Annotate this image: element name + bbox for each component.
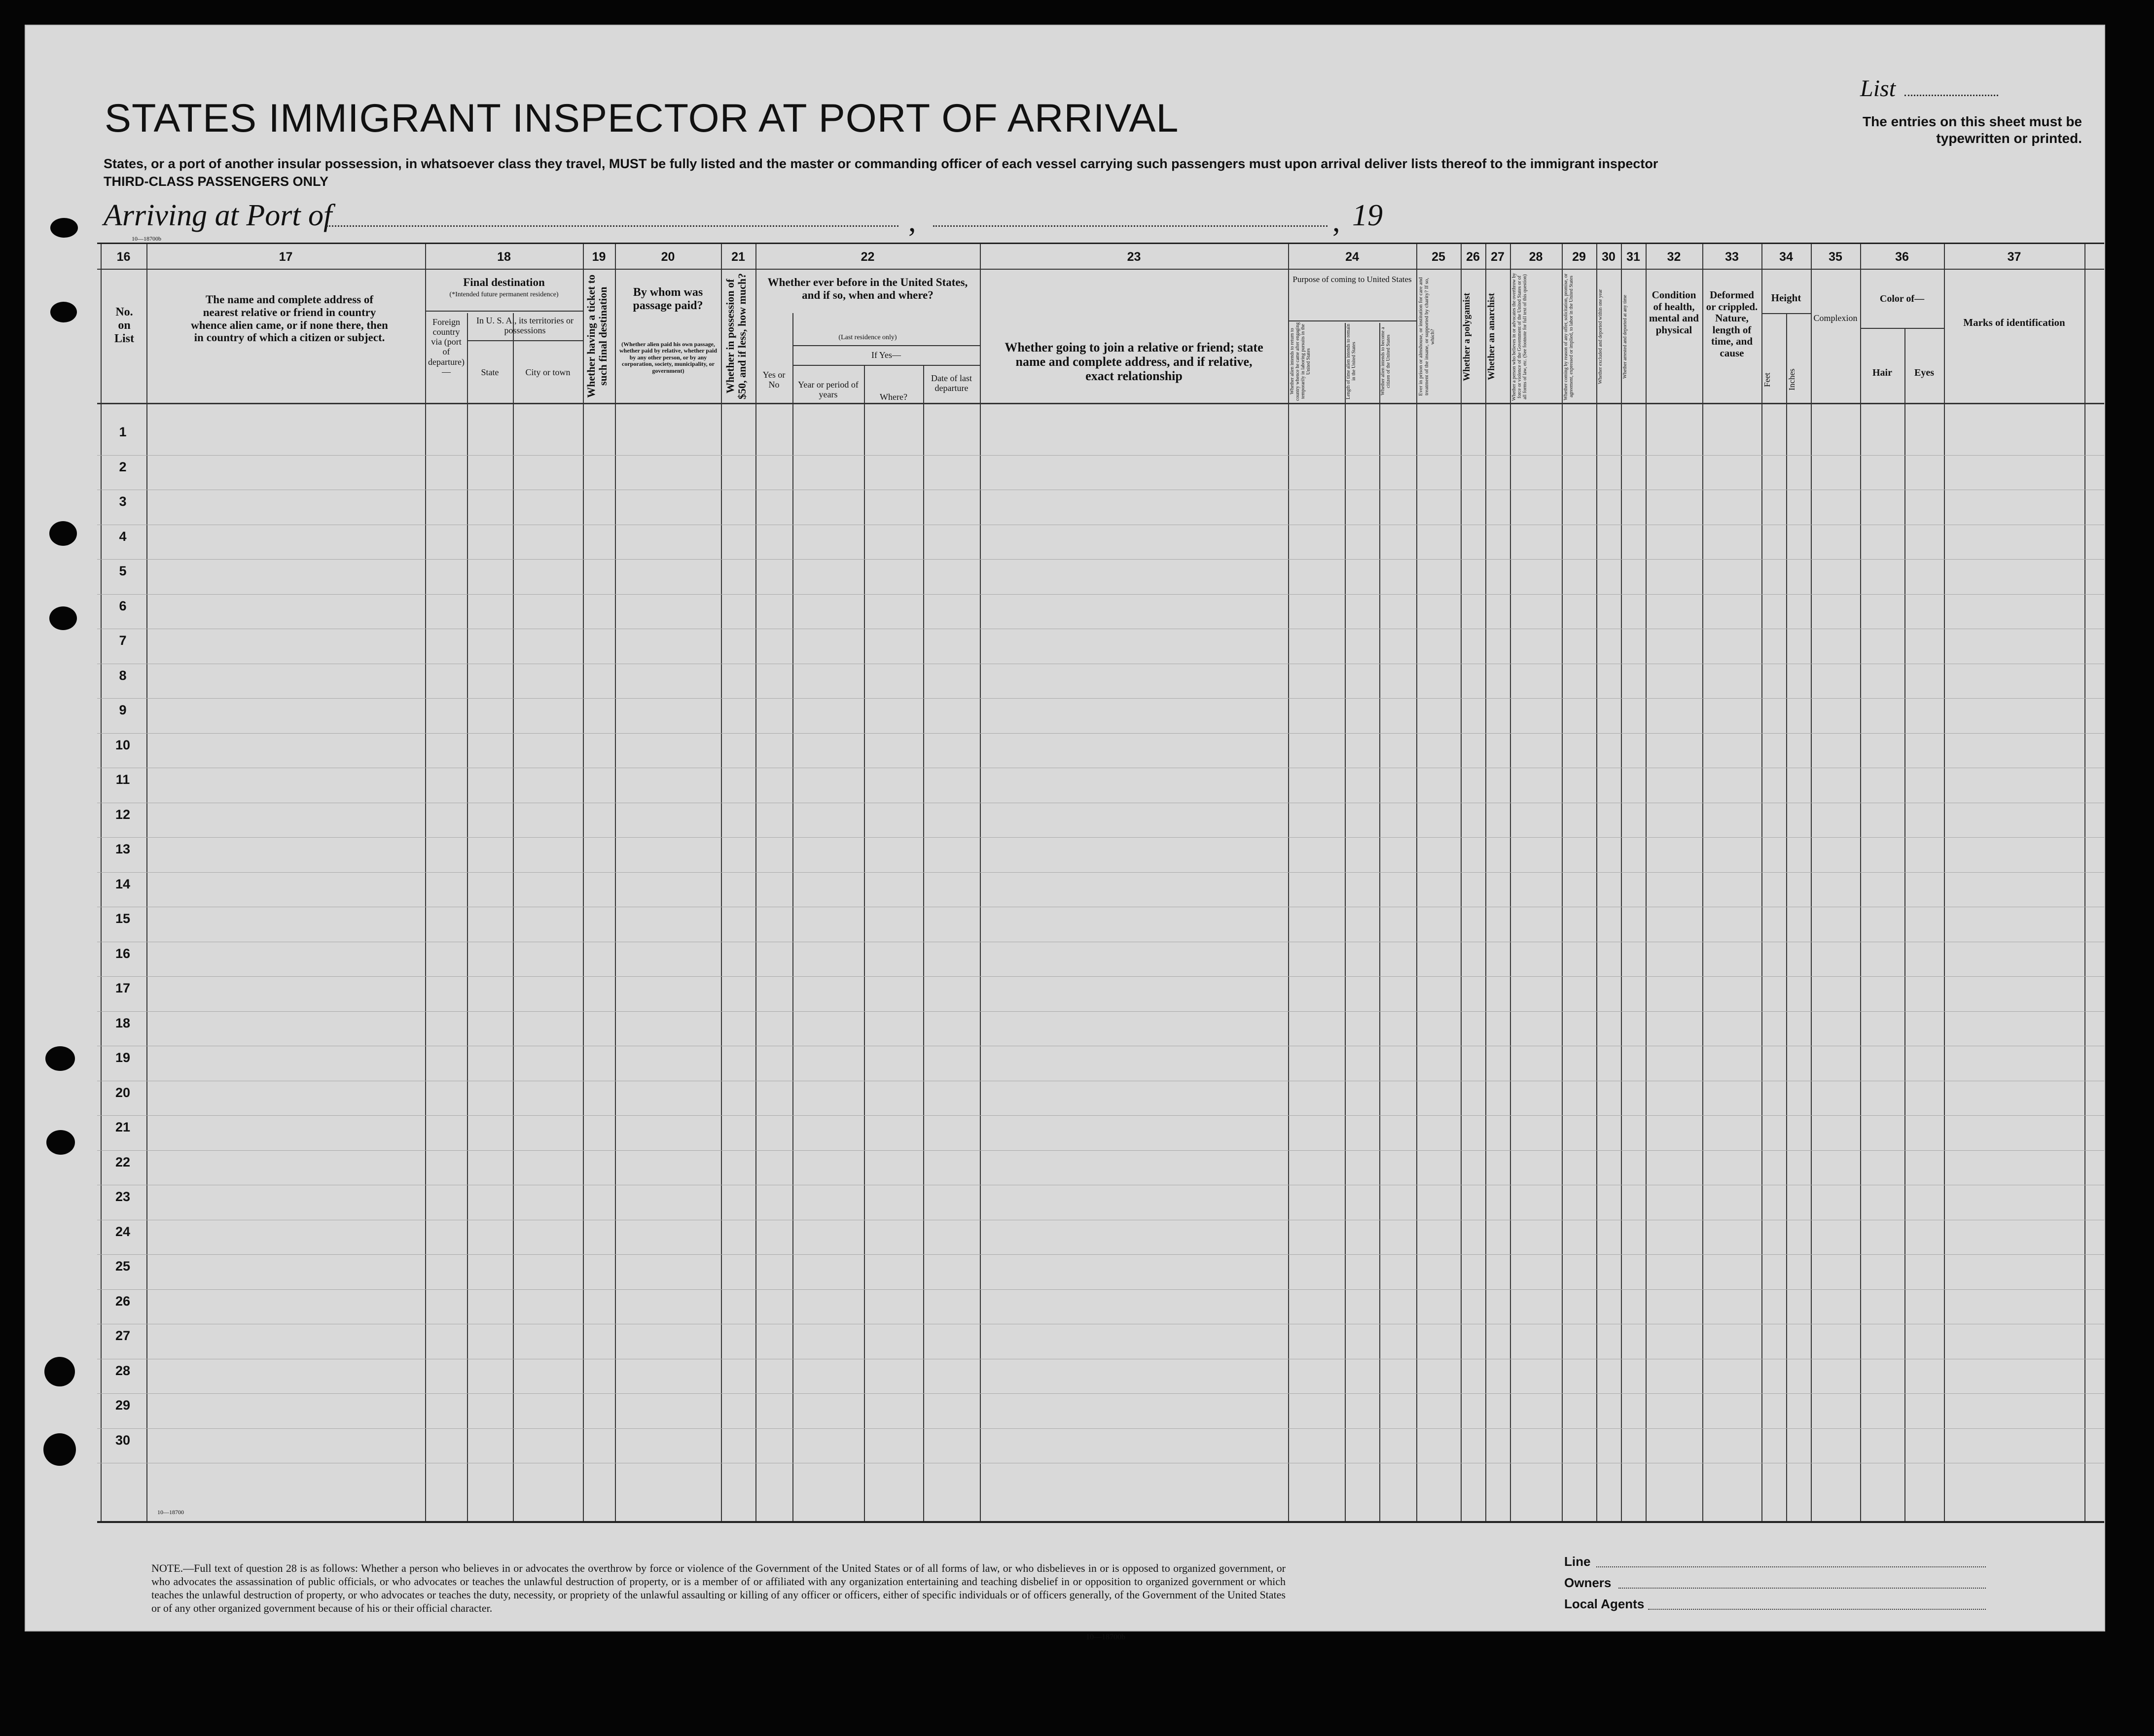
header-passage-paid: By whom was passage paid? bbox=[633, 286, 703, 312]
subheader-divider bbox=[467, 340, 583, 341]
class-line: THIRD-CLASS PASSENGERS ONLY bbox=[104, 174, 329, 189]
column-number-20: 20 bbox=[661, 250, 675, 264]
subheader-divider bbox=[792, 365, 980, 366]
column-divider bbox=[792, 313, 793, 1521]
row-number: 26 bbox=[115, 1293, 131, 1309]
column-divider bbox=[1345, 323, 1346, 1521]
line-label: Line bbox=[1564, 1554, 1591, 1569]
column-number-22: 22 bbox=[861, 250, 875, 264]
header-inches: Inches bbox=[1787, 368, 1796, 391]
header-ever-before-us: Whether ever before in the United States, and if so, when and where? bbox=[767, 276, 968, 301]
table-row[interactable] bbox=[97, 733, 2104, 734]
column-number-35: 35 bbox=[1829, 250, 1842, 264]
column-number-27: 27 bbox=[1491, 250, 1505, 264]
header-foreign-country: Foreign country via (port of departure)— bbox=[428, 317, 465, 377]
header-passage-paid-sub: (Whether alien paid his own passage, whether paid by relative, whether paid by any other person, or by any corporation, society, municipality, or government) bbox=[619, 341, 717, 374]
header-year-period: Year or period of years bbox=[798, 380, 859, 400]
row-number: 23 bbox=[115, 1189, 131, 1204]
column-divider bbox=[1904, 328, 1905, 1521]
row-number: 16 bbox=[115, 946, 131, 961]
row-number: 13 bbox=[115, 842, 131, 856]
owners-field[interactable] bbox=[1618, 1588, 1986, 1589]
comma-separator: , bbox=[908, 205, 916, 238]
subheader-divider bbox=[1860, 328, 1944, 329]
header-deformed: Deformed or crippled. Nature, length of time, and cause bbox=[1706, 289, 1758, 359]
punch-hole bbox=[49, 521, 77, 546]
punch-hole bbox=[45, 1046, 75, 1071]
column-divider bbox=[146, 244, 147, 1521]
column-divider bbox=[2084, 244, 2085, 1521]
column-divider bbox=[1621, 244, 1622, 1521]
table-row[interactable] bbox=[97, 594, 2104, 595]
column-number-30: 30 bbox=[1602, 250, 1616, 264]
list-number-field[interactable] bbox=[1904, 95, 1998, 96]
column-divider bbox=[1416, 244, 1417, 1521]
column-divider bbox=[1646, 244, 1647, 1521]
table-row[interactable] bbox=[97, 1393, 2104, 1394]
column-number-21: 21 bbox=[731, 250, 745, 264]
column-number-16: 16 bbox=[116, 250, 131, 264]
column-divider bbox=[1596, 244, 1597, 1521]
header-excluded: Whether excluded and deported within one year bbox=[1598, 289, 1603, 385]
header-last-residence: (Last residence only) bbox=[838, 334, 897, 341]
row-number: 17 bbox=[115, 981, 131, 995]
local-agents-field[interactable] bbox=[1648, 1609, 1986, 1610]
subheader-divider bbox=[1761, 313, 1811, 314]
subheader-divider bbox=[425, 311, 583, 312]
line-field[interactable] bbox=[1596, 1566, 1986, 1567]
header-no-on-list: No. on List bbox=[114, 306, 134, 345]
header-complexion: Complexion bbox=[1813, 313, 1858, 323]
table-row[interactable] bbox=[97, 1150, 2104, 1151]
table-row[interactable] bbox=[97, 1428, 2104, 1429]
row-number: 1 bbox=[119, 425, 127, 439]
row-number: 20 bbox=[115, 1085, 131, 1100]
row-number: 24 bbox=[115, 1224, 131, 1239]
column-divider bbox=[467, 313, 468, 1521]
column-divider bbox=[923, 365, 924, 1521]
punch-hole bbox=[44, 1357, 75, 1386]
column-number-24: 24 bbox=[1345, 250, 1359, 264]
header-purpose-length: Length of time alien intends to remain in the United States bbox=[1346, 323, 1357, 399]
header-purpose-return: Whether alien intends to return to country whence he came after engaging temporarily in laboring pursuits in the United States bbox=[1290, 322, 1311, 401]
header-prison: Ever in prison or almshouse, or institution for care and treatment of the insane, or supported by charity? If so, which? bbox=[1418, 277, 1436, 396]
column-number-33: 33 bbox=[1725, 250, 1739, 264]
column-number-25: 25 bbox=[1432, 250, 1445, 264]
table-row[interactable] bbox=[97, 455, 2104, 456]
header-going-to-join: Whether going to join a relative or friend; state name and complete address, and if relative, exact relationship bbox=[1005, 340, 1263, 384]
owners-label: Owners bbox=[1564, 1575, 1612, 1590]
row-number: 12 bbox=[115, 807, 131, 822]
header-purpose-citizen: Whether alien intends to become a citizen of the United States bbox=[1380, 327, 1391, 396]
column-number-17: 17 bbox=[279, 250, 293, 264]
column-number-32: 32 bbox=[1667, 250, 1681, 264]
subtitle-text: States, or a port of another insular possession, in whatsoever class they travel, MUST be fully listed and the master or commanding officer of each vessel carrying such passengers must upon arrival deliver lists thereof to the immigrant inspector bbox=[104, 156, 1658, 171]
column-divider bbox=[1461, 244, 1462, 1521]
header-feet: Feet bbox=[1762, 372, 1772, 387]
header-health: Condition of health, mental and physical bbox=[1649, 289, 1699, 336]
punch-hole bbox=[50, 302, 77, 322]
header-overthrow: Whether a person who believes in or advocates the overthrow by force or violence of the Government of the United States or of all forms of law, etc. (See footnote for full text of this question) bbox=[1511, 273, 1528, 401]
page-title: STATES IMMIGRANT INSPECTOR AT PORT OF ARRIVAL bbox=[105, 96, 1179, 141]
table-row[interactable] bbox=[97, 698, 2104, 699]
column-divider bbox=[1860, 244, 1861, 1521]
header-ticket: Whether having a ticket to such final destination bbox=[585, 274, 610, 398]
row-number: 10 bbox=[115, 737, 131, 752]
row-number: 18 bbox=[115, 1015, 131, 1030]
column-divider bbox=[755, 244, 756, 1521]
table-row[interactable] bbox=[97, 559, 2104, 560]
column-divider bbox=[1485, 244, 1486, 1521]
table-row[interactable] bbox=[97, 872, 2104, 873]
question-28-note: NOTE.—Full text of question 28 is as follows: Whether a person who believes in or advocates the overthrow by force or violence of the Government of the United States or of all forms of law, or who disbelieves in or is opposed to organized government, or who advocates the assassination of public officials, or who advocates or teaches the unlawful destruction of property, or is a member of or affiliated with any organization entertaining and teaching disbelief in or opposition to organized government or which teaches the unlawful destruction of property, or who advocates or teaches the duty, necessity, or propriety of the unlawful assaulting or killing of any officer or officers, either of specific individuals or of officers generally, of the Government of the United States or of any other organized government because of his or their official character. bbox=[151, 1562, 1286, 1614]
column-divider bbox=[1944, 244, 1945, 1521]
punch-hole bbox=[46, 1130, 75, 1155]
header-labor-offer: Whether coming by reason of any offer, solicitation, promise, or agreement, expressed or implied, to labor in the United States bbox=[1563, 273, 1574, 400]
header-nearest-relative: The name and complete address of nearest relative or friend in country whence alien came, or if none there, then in country of which a citizen or subject. bbox=[191, 293, 388, 344]
row-number: 21 bbox=[115, 1120, 131, 1134]
table-row[interactable] bbox=[97, 837, 2104, 838]
subheader-divider bbox=[1288, 320, 1416, 321]
column-number-19: 19 bbox=[592, 250, 606, 264]
column-number-28: 28 bbox=[1529, 250, 1543, 264]
column-number-36: 36 bbox=[1895, 250, 1909, 264]
date-field[interactable] bbox=[933, 225, 1328, 227]
header-where: Where? bbox=[880, 392, 907, 402]
header-date-departure: Date of last departure bbox=[931, 373, 972, 393]
header-color-of: Color of— bbox=[1879, 293, 1925, 304]
footer-form-code: 10—18700b bbox=[1086, 1633, 1125, 1641]
header-eyes: Eyes bbox=[1914, 367, 1934, 378]
row-number: 29 bbox=[115, 1398, 131, 1413]
entries-note: The entries on this sheet must be typewritten or printed. bbox=[1863, 114, 2082, 146]
row-number: 14 bbox=[115, 876, 131, 891]
row-number: 28 bbox=[115, 1363, 131, 1378]
subtitle bbox=[104, 155, 1760, 190]
row-number: 2 bbox=[119, 459, 127, 474]
column-divider bbox=[425, 244, 426, 1521]
table-row[interactable] bbox=[97, 1289, 2104, 1290]
row-number: 19 bbox=[115, 1050, 131, 1065]
comma-separator: , bbox=[1332, 205, 1340, 238]
header-if-yes: If Yes— bbox=[871, 350, 901, 360]
column-divider bbox=[1379, 323, 1380, 1521]
manifest-table bbox=[97, 243, 2104, 1523]
column-divider bbox=[1510, 244, 1511, 1521]
header-bottom-divider bbox=[97, 403, 2104, 404]
column-divider bbox=[583, 244, 584, 1521]
column-number-18: 18 bbox=[497, 250, 511, 264]
column-divider bbox=[513, 313, 514, 1521]
row-number: 9 bbox=[119, 703, 127, 717]
punch-hole bbox=[49, 606, 77, 630]
column-divider bbox=[615, 244, 616, 1521]
subheader-divider bbox=[792, 345, 980, 346]
punch-hole bbox=[50, 218, 78, 238]
header-state: State bbox=[481, 367, 499, 377]
header-in-usa: In U. S. A., its territories or possessions bbox=[476, 316, 574, 336]
header-hair: Hair bbox=[1872, 367, 1892, 378]
arriving-label: Arriving at Port of bbox=[104, 199, 332, 232]
header-anarchist: Whether an anarchist bbox=[1486, 293, 1497, 381]
column-number-26: 26 bbox=[1466, 250, 1480, 264]
column-divider bbox=[1288, 244, 1289, 1521]
row-number: 22 bbox=[115, 1154, 131, 1169]
header-marks: Marks of identification bbox=[1963, 317, 2065, 328]
manifest-sheet bbox=[25, 25, 2105, 1641]
header-divider bbox=[97, 269, 2104, 270]
table-row[interactable] bbox=[97, 976, 2104, 977]
port-field[interactable] bbox=[326, 225, 898, 227]
header-final-destination-sub: (*Intended future permanent residence) bbox=[449, 291, 559, 298]
header-purpose: Purpose of coming to United States bbox=[1292, 275, 1412, 284]
row-number: 27 bbox=[115, 1328, 131, 1343]
column-divider bbox=[1761, 244, 1762, 1521]
header-height: Height bbox=[1771, 292, 1801, 304]
column-number-23: 23 bbox=[1127, 250, 1141, 264]
column-divider bbox=[1562, 244, 1563, 1521]
column-divider bbox=[1811, 244, 1812, 1521]
row-number: 4 bbox=[119, 529, 127, 544]
column-number-31: 31 bbox=[1626, 250, 1640, 264]
header-polygamist: Whether a polygamist bbox=[1462, 292, 1472, 381]
row-number: 6 bbox=[119, 598, 127, 613]
local-agents-label: Local Agents bbox=[1564, 1596, 1645, 1611]
column-divider bbox=[1786, 313, 1787, 1521]
column-number-34: 34 bbox=[1779, 250, 1793, 264]
row-number: 8 bbox=[119, 668, 127, 683]
form-code-bottom: 10—18700 bbox=[157, 1509, 184, 1516]
header-final-destination: Final destination bbox=[463, 276, 545, 288]
header-arrested: Whether arrested and deported at any time bbox=[1622, 295, 1628, 379]
column-divider bbox=[721, 244, 722, 1521]
table-row[interactable] bbox=[97, 1011, 2104, 1012]
table-row[interactable] bbox=[97, 1254, 2104, 1255]
row-number: 11 bbox=[115, 772, 130, 787]
form-code-top: 10—18700b bbox=[132, 235, 161, 242]
header-yes-no: Yes or No bbox=[762, 370, 786, 390]
column-divider bbox=[864, 365, 865, 1521]
punch-hole bbox=[43, 1433, 76, 1466]
column-number-37: 37 bbox=[2007, 250, 2021, 264]
column-number-29: 29 bbox=[1572, 250, 1586, 264]
column-divider bbox=[980, 244, 981, 1521]
list-label: List bbox=[1860, 75, 1896, 102]
column-divider bbox=[1702, 244, 1703, 1521]
row-number: 25 bbox=[115, 1259, 131, 1274]
row-number: 7 bbox=[119, 633, 127, 648]
row-number: 30 bbox=[115, 1432, 131, 1448]
table-row[interactable] bbox=[97, 1115, 2104, 1116]
row-number: 5 bbox=[119, 564, 127, 578]
row-number: 3 bbox=[119, 494, 127, 509]
year-prefix: 19 bbox=[1352, 199, 1383, 232]
header-city: City or town bbox=[525, 367, 571, 377]
header-fifty-dollars: Whether in possession of $50, and if less, how much? bbox=[724, 273, 749, 400]
row-number: 15 bbox=[115, 911, 131, 926]
